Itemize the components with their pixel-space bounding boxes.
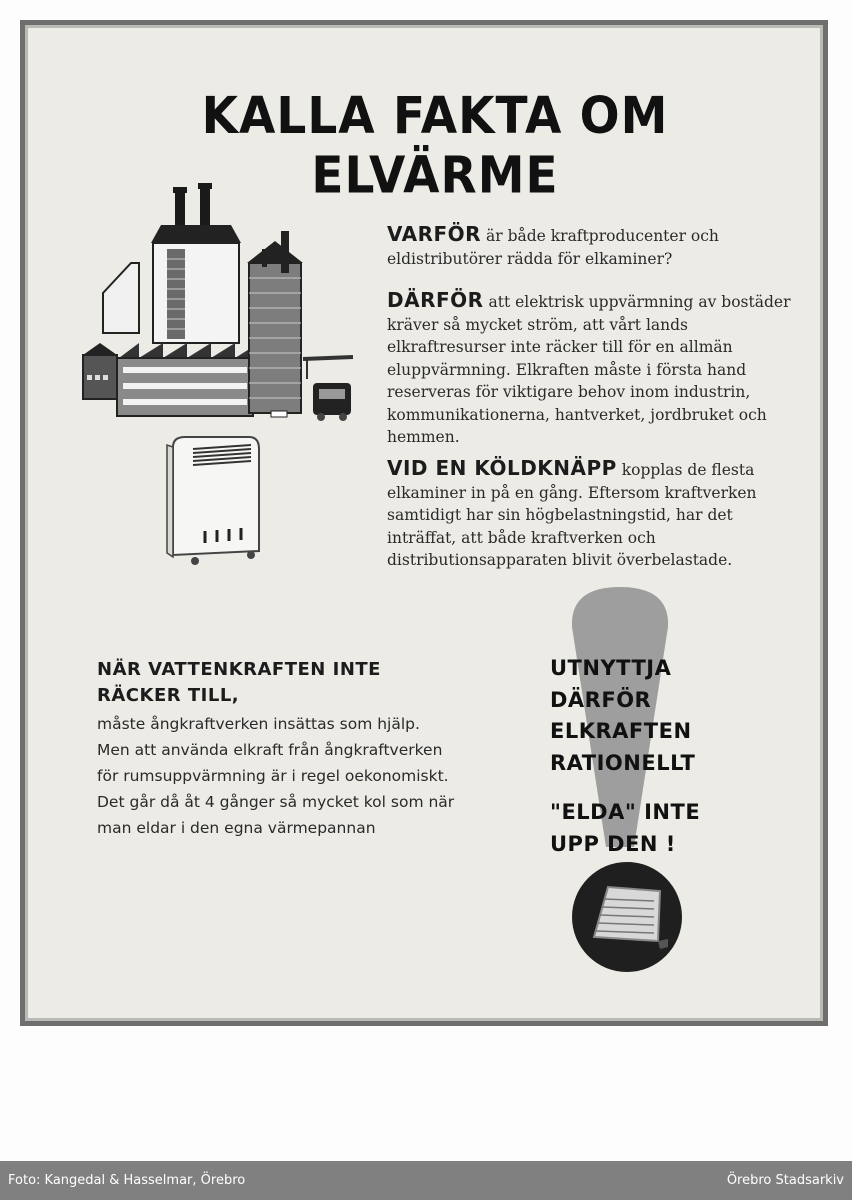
keyword-koldknapp: VID EN KÖLDKNÄPP xyxy=(387,456,617,480)
factory-illustration xyxy=(81,183,371,423)
slogan-line: UTNYTTJA xyxy=(550,656,672,680)
slogan-line: ELKRAFTEN xyxy=(550,719,692,743)
archive-footer xyxy=(0,1161,852,1200)
slogan-line: DÄRFÖR xyxy=(550,687,652,712)
keyword-darfor: DÄRFÖR xyxy=(387,288,484,312)
paragraph-varfor-text: är både kraftproducenter och eldistributörer rädda för elkaminer? xyxy=(387,227,719,268)
poster-title: KALLA FAKTA OM ELVÄRME xyxy=(201,86,669,206)
radiator-illustration xyxy=(165,435,265,575)
keyword-varfor: VARFÖR xyxy=(387,222,482,246)
archive-name: Örebro Stadsarkiv xyxy=(726,1173,844,1188)
slogan xyxy=(550,653,780,860)
paragraph-koldknapp-text: kopplas de flesta elkaminer in på en gång. Eftersom kraftverken samtidigt har sin högbelastningstid, har det inträffat, att både kraftverken och distributionsapparaten blivit överbelastade. xyxy=(387,461,757,569)
keyword-vattenkraft: NÄR VATTENKRAFTEN INTE RÄCKER TILL, xyxy=(97,659,381,706)
slogan-line: "ELDA" INTE xyxy=(550,800,701,824)
paragraph-darfor-text: att elektrisk uppvärmning av bostäder kräver så mycket ström, att vårt lands elkraftresurser inte räcker till för en allmän eluppvärmning. Elkraften måste i första hand reserveras för viktigare behov inom industrin, kommunikationerna, hantverket, jordbruket och hemmen. xyxy=(387,293,791,446)
photo-credit: Foto: Kangedal & Hasselmar, Örebro xyxy=(8,1173,246,1188)
paragraph-vattenkraft xyxy=(97,657,457,841)
paragraph-darfor xyxy=(387,289,797,449)
paragraph-varfor xyxy=(387,223,787,270)
slogan-line: UPP DEN ! xyxy=(550,831,676,856)
paragraph-koldknapp xyxy=(387,457,797,572)
slogan-line: RATIONELLT xyxy=(550,750,696,775)
poster xyxy=(20,20,828,1026)
paragraph-vattenkraft-text: måste ångkraftverken insättas som hjälp. Men att använda elkraft från ångkraftverken för rumsuppvärmning är i regel oekonomiskt. Det går då åt 4 gånger så mycket kol som när man eldar i den egna värmepannan xyxy=(97,715,455,837)
